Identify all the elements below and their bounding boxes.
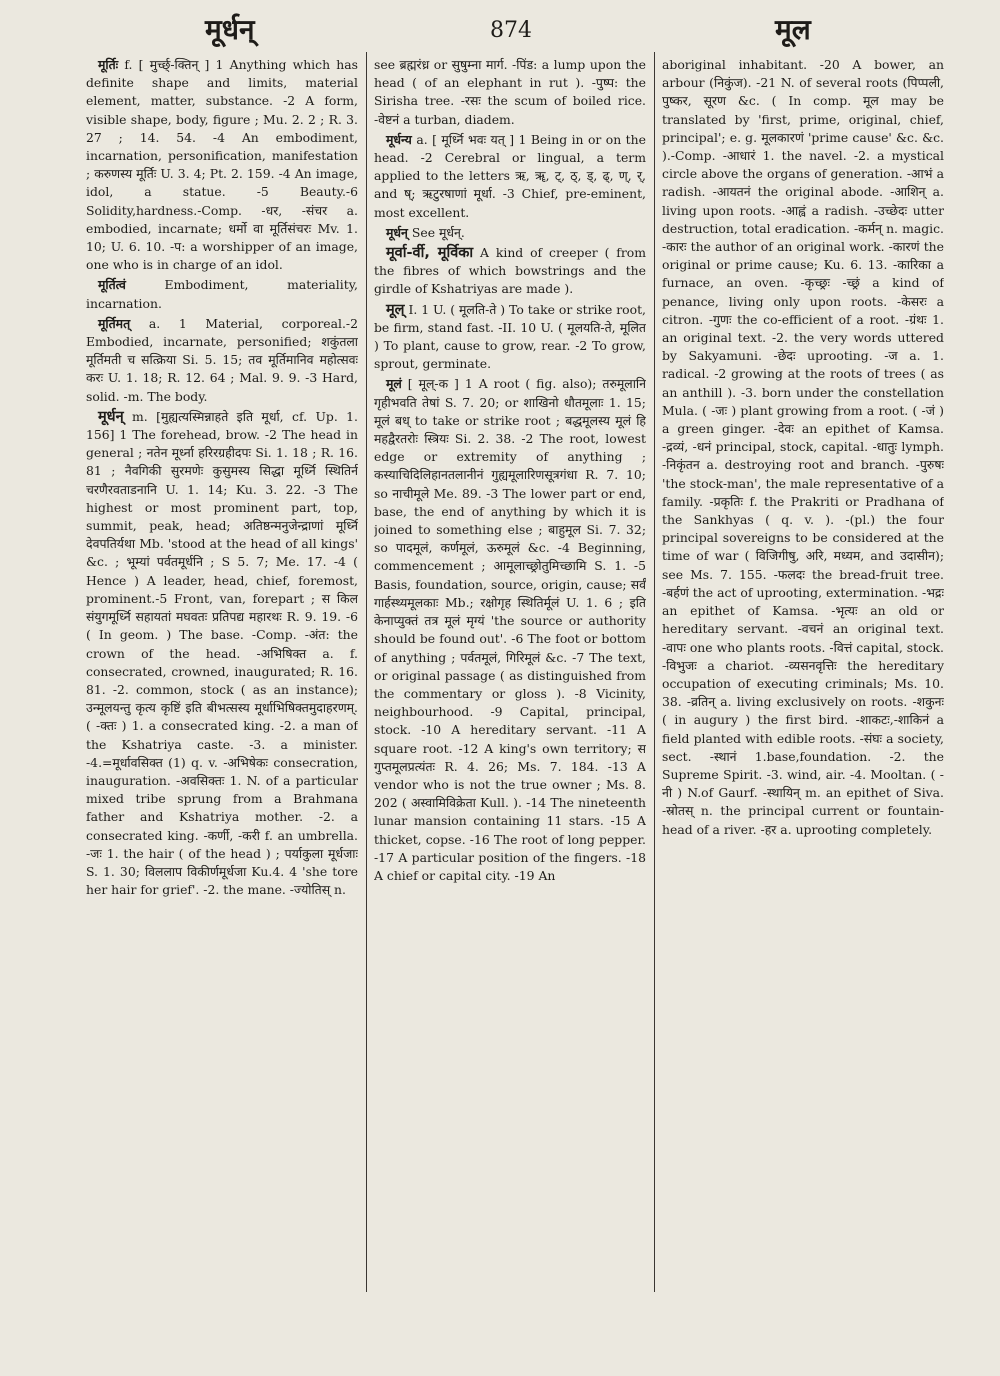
page-header xyxy=(0,6,1000,50)
column-divider xyxy=(654,52,655,1292)
dictionary-entry xyxy=(86,276,358,312)
dictionary-entry xyxy=(374,244,646,299)
entry-text: A kind of creeper ( from the fibres of which bowstrings and the girdle of Kshatriyas are made ). xyxy=(374,245,646,297)
entry-headword: मूर्तित्वं xyxy=(98,277,126,293)
entry-headword: मूर्तिमत् xyxy=(98,315,131,331)
entry-text: m. [मुह्यत्यस्मिन्नाहते इति मूर्धा, cf. Up. 1. 156] 1 The forehead, brow. -2 The head in general ; नतेन मूर्ध्ना हरिरग्रहीदपः Si. 1. 18 ; R. 16. 81 ; नैवगिकी सुरमणेः कुसुमस्य सिद्धा मूर्ध्नि स्थितिर्न चरणैरवताडनानि U. 1. 14; Ku. 3. 22. -3 The highest or most prominent part, top, summit, peak, head; अतिष्ठन्मनुजेन्द्राणां मूर्ध्नि देवपतिर्यथा Mb. 'stood at the head of all kings' &c. ; भूम्यां पर्वतमूर्धनि ; S 5. 7; Me. 17. -4 ( Hence ) A leader, head, chief, foremost, prominent.-5 Front, van, forepart ; स किल संयुगमूर्ध्नि सहायतां मघवतः प्रतिपद्य महारथः R. 9. 19. -6 ( In geom. ) The base. -Comp. -अंत: the crown of the head. -अभिषिक्त a. f. consecrated, crowned, inaugurated; R. 16. 81. -2. common, stock ( as an instance); उन्मूलयन्तु कृत्य कृष्टिं इति बीभत्सस्य मूर्धाभिषिक्तमुदाहरणम्. ( -क्तः ) 1. a consecrated king. -2. a man of the Kshatriya caste. -3. a minister. -4.=मूर्धावसिक्त (1) q. v. -अभिषेकः consecration, inauguration. -अवसिक्तः 1. N. of a particular mixed tribe sprung from a Brahmana father and Kshatriya mother. -2. a consecrated king. -कर्णी, -करी f. an umbrella. -जः 1. the hair ( of the head ) ; पर्याकुला मूर्धजाः S. 1. 30; विललाप विकीर्णमूर्धजा Ku.4. 4 'she tore her hair for grief'. -2. the mane. -ज्योतिस् n. xyxy=(86,408,358,898)
entry-text: a. [ मूर्ध्नि भवः यत् ] 1 Being in or on the head. -2 Cerebral or lingual, a term applied to the letters ऋ, ॠ, ट्, ठ्, ड्, ढ्, ण्, र्, and ष्; ऋटुरषाणां मूर्धा. -3 Chief, pre-eminent, most excellent. xyxy=(374,131,646,220)
entry-headword: मूर्तिः xyxy=(98,57,119,72)
dictionary-entry xyxy=(86,315,358,406)
entry-headword: मूलं xyxy=(386,376,402,392)
column-2 xyxy=(374,56,646,1288)
entry-text: f. [ मुर्च्छ्-क्तिन् ] 1 Anything which has definite shape and limits, material element, matter, substance. -2 A form, visible shape, body, figure ; Mu. 2. 2 ; R. 3. 27 ; 14. 54. -4 An embodiment, incarnation, personification, manifestation ; करुणस्य मूर्तिः U. 3. 4; Pt. 2. 159. -4 An image, idol, a statue. -5 Beauty.-6 Solidity,hardness.-Comp. -धर, -संचर a. embodied, incarnate; धर्मो वा मूर्तिसंचरः Mv. 1. 10; U. 6. 10. -प: a worshipper of an image, one who is in charge of an idol. xyxy=(86,57,358,273)
entry-headword: मूल् xyxy=(386,301,405,318)
dictionary-entry xyxy=(86,408,358,899)
dictionary-entry xyxy=(374,301,646,374)
entry-text: aboriginal inhabitant. -20 A bower, an arbour (निकुंज). -21 N. of several roots (पिप्पली, पुष्कर, सूरण &c. ( In comp. मूल may be translated by 'first, prime, original, chief, principal'; e. g. मूलकारणं 'prime cause' &c. &c. ).-Comp. -आधारं 1. the navel. -2. a mystical circle above the organs of generation. -आभं a radish. -आयतनं the original abode. -आशिन् a. living upon roots. -आह्वं a radish. -उच्छेदः utter destruction, total eradication. -कर्मन् n. magic. -कारः the author of an original work. -कारणं the original or prime cause; Ku. 6. 13. -कारिका a furnace, an oven. -कृच्छ्रः -च्छ्रं a kind of penance, living only upon roots. -केसरः a citron. -गुणः the co-efficient of a root. -ग्रंथः 1. an original text. -2. the very words uttered by Sakyamuni. -छेदः uprooting. -ज a. 1. radical. -2 growing at the roots of trees ( as an anthill ). -3. born under the constellation Mula. ( -जः ) plant growing from a root. ( -जं ) a green ginger. -देवः an epithet of Kamsa. -द्रव्यं, -धनं principal, stock, capital. -धातुः lymph. -निकृंतन a. destroying root and branch. -पुरुषः 'the stock-man', the male representative of a family. -प्रकृतिः f. the Prakriti or Pradhana of the Sankhyas ( q. v. ). -(pl.) the four principal sovereigns to be considered at the time of war ( विजिगीषु, अरि, मध्यम, and उदासीन); see Ms. 7. 155. -फलदः the bread-fruit tree. -बर्हणं the act of uprooting, extermination. -भद्रः an epithet of Kamsa. -भृत्यः an old or hereditary servant. -वचनं an original text. -वापः one who plants roots. -वित्तं capital, stock. -विभुजः a chariot. -व्यसनवृत्तिः the hereditary occupation of executing criminals; Ms. 10. 38. -व्रतिन् a. living exclusively on roots. -शकुनः ( in augury ) the first bird. -शाकटः,-शाकिनं a field planted with edible roots. -संघः a society, sect. -स्थानं 1.base,foundation. -2. the Supreme Spirit. -3. wind, air. -4. Mooltan. ( -नी ) N.of Gaurf. -स्थायिन् m. an epithet of Siva. -स्रोतस् n. the principal current or fountain-head of a river. -हर a. uprooting completely. xyxy=(662,57,944,837)
column-1 xyxy=(86,56,358,1288)
entry-text: [ मूल्-क ] 1 A root ( fig. also); तरुमूलानि गृहीभवति तेषां S. 7. 20; or शाखिनो धौतमूलाः 1. 15; मूलं बध् to take or strike root ; बद्धमूलस्य मूलं हि महद्वैरतरोः स्त्रियः Si. 2. 38. -2 The root, lowest edge or extremity of anything ; कस्याचिदिलिहानतलानीनं गुह्यमूलारिणसूत्रगंधा R. 7. 10; so नाचीमूले Me. 89. -3 The lower part or end, base, the end of anything by which it is joined to something else ; बाहुमूल Si. 7. 32; so पादमूलं, कर्णमूलं, ऊरुमूलं &c. -4 Beginning, commencement ; आमूलाच्छ्रोतुमिच्छामि S. 1. -5 Basis, foundation, source, origin, cause; सर्वं गार्हस्थ्यमूलकाः Mb.; रक्षोगृह स्थितिर्मूलं U. 1. 6 ; इति केनाप्युक्तं तत्र मूलं मृग्यं 'the source or authority should be found out'. -6 The foot or bottom of anything ; पर्वतमूलं, गिरिमूलं &c. -7 The text, or original passage ( as distinguished from the commentary or gloss ). -8 Vicinity, neighbourhood. -9 Capital, principal, stock. -10 A hereditary servant. -11 A square root. -12 A king's own territory; स गुप्तमूलप्रत्यंतः R. 4. 26; Ms. 7. 184. -13 A vendor who is not the true owner ; Ms. 8. 202 ( अस्वामिविक्रेता Kull. ). -14 The nineteenth lunar mansion containing 11 stars. -15 A thicket, copse. -16 The root of long pepper. -17 A particular position of the fingers. -18 A chief or capital city. -19 An xyxy=(374,376,646,883)
dictionary-entry xyxy=(374,224,646,242)
entry-headword: मूर्धन् xyxy=(386,224,408,240)
entry-headword: मूर्धन् xyxy=(98,408,124,425)
dictionary-entry-continued xyxy=(662,56,944,839)
right-running-headword: मूल xyxy=(775,13,811,46)
entry-text: see ब्रह्मरंध्र or सुषुम्ना मार्ग. -पिंड: a lump upon the head ( of an elephant in rut ). -पुष्प: the Sirisha tree. -रसः the scum of boiled rice. -वेष्टनं a turban, diadem. xyxy=(374,57,646,127)
dictionary-entry-continued xyxy=(374,56,646,129)
entry-text: a. 1 Material, corporeal.-2 Embodied, incarnate, personified; शकुंतला मूर्तिमती च सत्क्रिया Si. 5. 15; तव मूर्तिमानिव महोत्सवः करः U. 1. 18; R. 12. 64 ; Mal. 9. 9. -3 Hard, solid. -m. The body. xyxy=(86,315,358,404)
column-divider xyxy=(366,52,367,1292)
entry-text: Embodiment, materiality, incarnation. xyxy=(86,277,358,311)
dictionary-entry xyxy=(374,131,646,222)
dictionary-entry xyxy=(86,56,358,274)
entry-headword: मूर्वा-र्वी, मूर्विका xyxy=(386,245,474,262)
entry-text: See मूर्धन्. xyxy=(411,224,465,240)
entry-headword: मूर्धन्य xyxy=(386,131,412,147)
entry-text: I. 1 U. ( मूलति-ते ) To take or strike root, be firm, stand fast. -II. 10 U. ( मूलयति-ते, मूलित ) To plant, cause to grow, rear. -2 To grow, sprout, germinate. xyxy=(374,301,646,372)
page-number: 874 xyxy=(490,18,532,43)
dictionary-entry xyxy=(374,375,646,885)
column-3 xyxy=(662,56,944,1288)
left-running-headword: मूर्धन् xyxy=(205,13,255,46)
